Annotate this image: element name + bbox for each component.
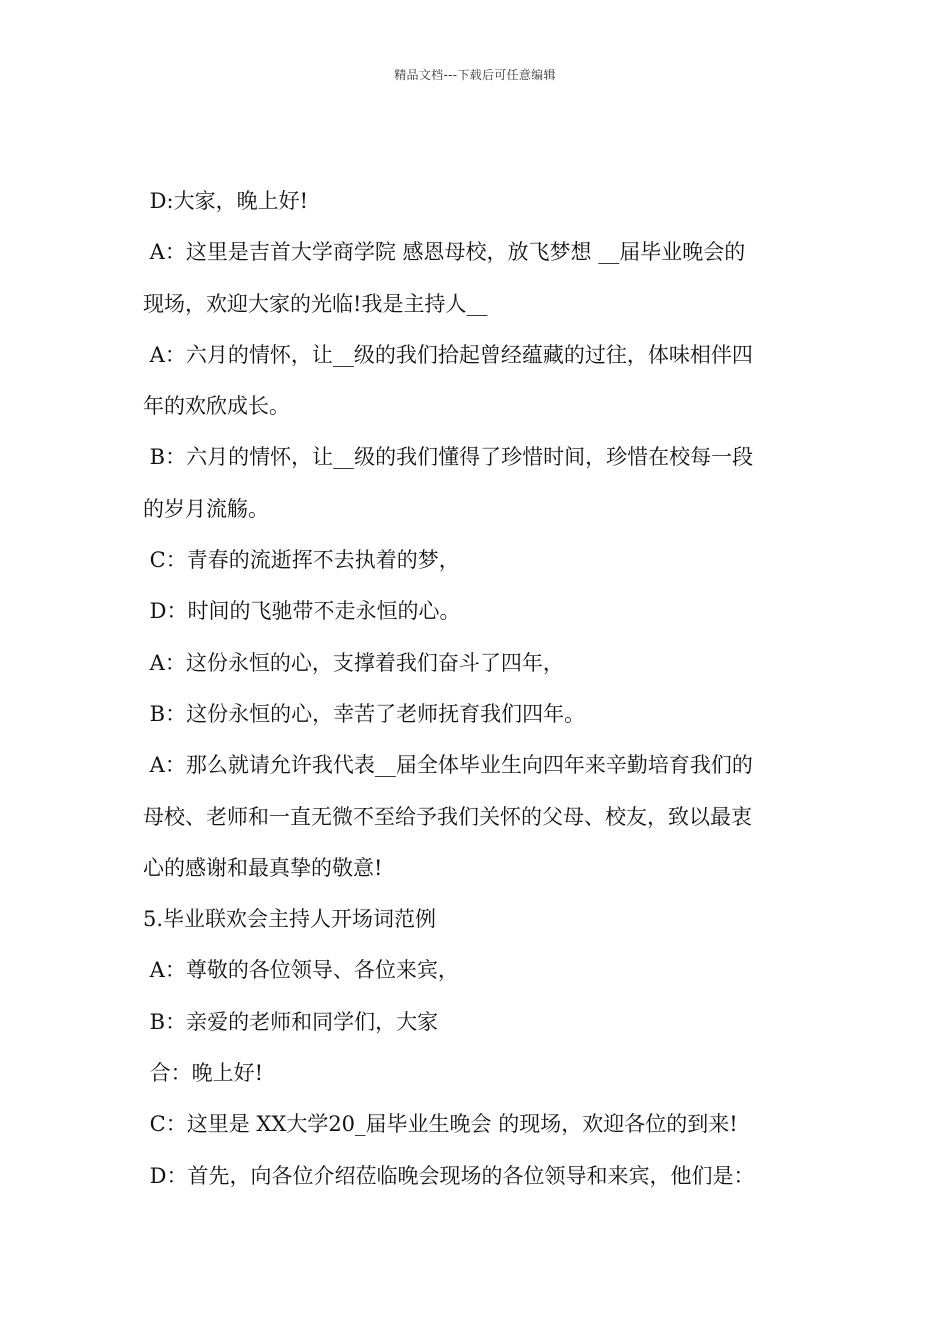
text-line: B：这份永恒的心，幸苦了老师抚育我们四年。 [143,701,586,726]
text-line: D:大家，晚上好! [143,189,309,213]
text-line: 母校、老师和一直无微不至给予我们关怀的父母、校友，致以最衷 [143,804,752,829]
text-line: C：这里是 XX大学20_届毕业生晚会 的现场，欢迎各位的到来! [143,1112,738,1137]
text-line: A：那么就请允许我代表__届全体毕业生向四年来辛勤培育我们的 [143,753,753,778]
text-line: A：六月的情怀，让__级的我们拾起曾经蕴藏的过往，体味相伴四 [143,342,753,367]
text-line: A：尊敬的各位领导、各位来宾， [143,958,459,983]
text-line: A：这份永恒的心，支撑着我们奋斗了四年， [143,650,564,675]
text-line: 合：晚上好! [143,1061,264,1086]
text-line: B：六月的情怀，让__级的我们懂得了珍惜时间，珍惜在校每一段 [143,445,754,470]
text-line: A：这里是吉首大学商学院 感恩母校，放飞梦想 __届毕业晚会的 [143,240,746,265]
text-line: 的岁月流觞。 [143,496,269,521]
text-line: B：亲爱的老师和同学们，大家 [143,1009,439,1034]
document-body [143,181,823,1207]
page-header: 精品文档---下载后可任意编辑 [394,68,556,82]
text-line: D：首先，向各位介绍莅临晚会现场的各位领导和来宾，他们是： [143,1163,755,1188]
text-line: C：青春的流逝挥不去执着的梦， [143,548,460,573]
text-line: 现场，欢迎大家的光临!我是主持人__ [143,291,488,316]
text-line: 心的感谢和最真挚的敬意! [143,855,383,880]
text-line: 年的欢欣成长。 [143,394,290,419]
section-heading: 5.毕业联欢会主持人开场词范例 [143,907,437,932]
text-line: D：时间的飞驰带不走永恒的心。 [143,599,461,624]
